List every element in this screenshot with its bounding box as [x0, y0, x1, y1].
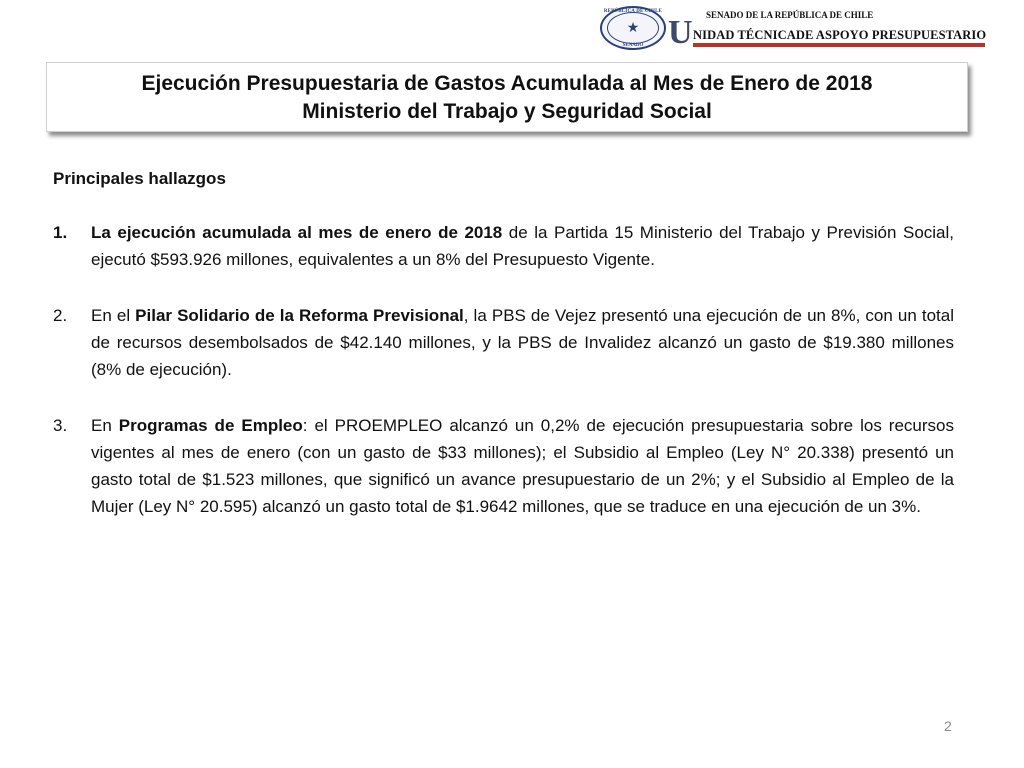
logo-senado-text: SENADO DE LA REPÚBLICA DE CHILE: [706, 10, 874, 20]
slide-title-box: [46, 62, 968, 132]
page-number: 2: [944, 718, 952, 734]
logo-initial: U: [668, 14, 693, 51]
finding-item: [53, 302, 954, 383]
finding-item: [53, 412, 954, 520]
finding-text: En Programas de Empleo: el PROEMPLEO alcanzó un 0,2% de ejecución presupuestaria sobre los recursos vigentes al mes de enero (con un gasto de $33 millones); el Subsidio al Empleo (Ley N° 20.338) presentó un gasto total de $1.523 millones, que significó un avance presupuestario de un 2%; y el Subsidio al Empleo de la Mujer (Ley N° 20.595) alcanzó un gasto total de $1.9642 millones, que se traduce en una ejecución de un 3%.: [91, 416, 954, 516]
finding-number: 2.: [53, 306, 68, 325]
section-heading: Principales hallazgos: [53, 169, 226, 188]
logo-rule: [693, 43, 985, 47]
senado-logo: [600, 6, 1010, 56]
finding-text: La ejecución acumulada al mes de enero de 2018 de la Partida 15 Ministerio del Trabajo y Previsión Social, ejecutó $593.926 millones, equivalentes a un 8% del Presupuesto Vigente.: [91, 223, 955, 269]
finding-number: 3.: [53, 416, 68, 435]
slide-title: Ejecución Presupuestaria de Gastos Acumulada al Mes de Enero de 2018: [141, 72, 873, 95]
finding-number: 1.: [53, 223, 68, 242]
findings-list: [53, 219, 954, 549]
star-icon: ★: [626, 19, 640, 35]
slide-subtitle: Ministerio del Trabajo y Seguridad Social: [302, 100, 712, 123]
finding-item: [53, 219, 954, 273]
senado-seal-icon: REPÚBLICA DE CHILE ★ SENADO: [600, 6, 666, 50]
finding-text: En el Pilar Solidario de la Reforma Previsional, la PBS de Vejez presentó una ejecución de un 8%, con un total de recursos desembolsados de $42.140 millones, y la PBS de Invalidez alcanzó un gasto de $19.380 millones (8% de ejecución).: [91, 306, 954, 379]
logo-unit-text: NIDAD TÉCNICADE ASPOYO PRESUPUESTARIO: [693, 28, 987, 42]
